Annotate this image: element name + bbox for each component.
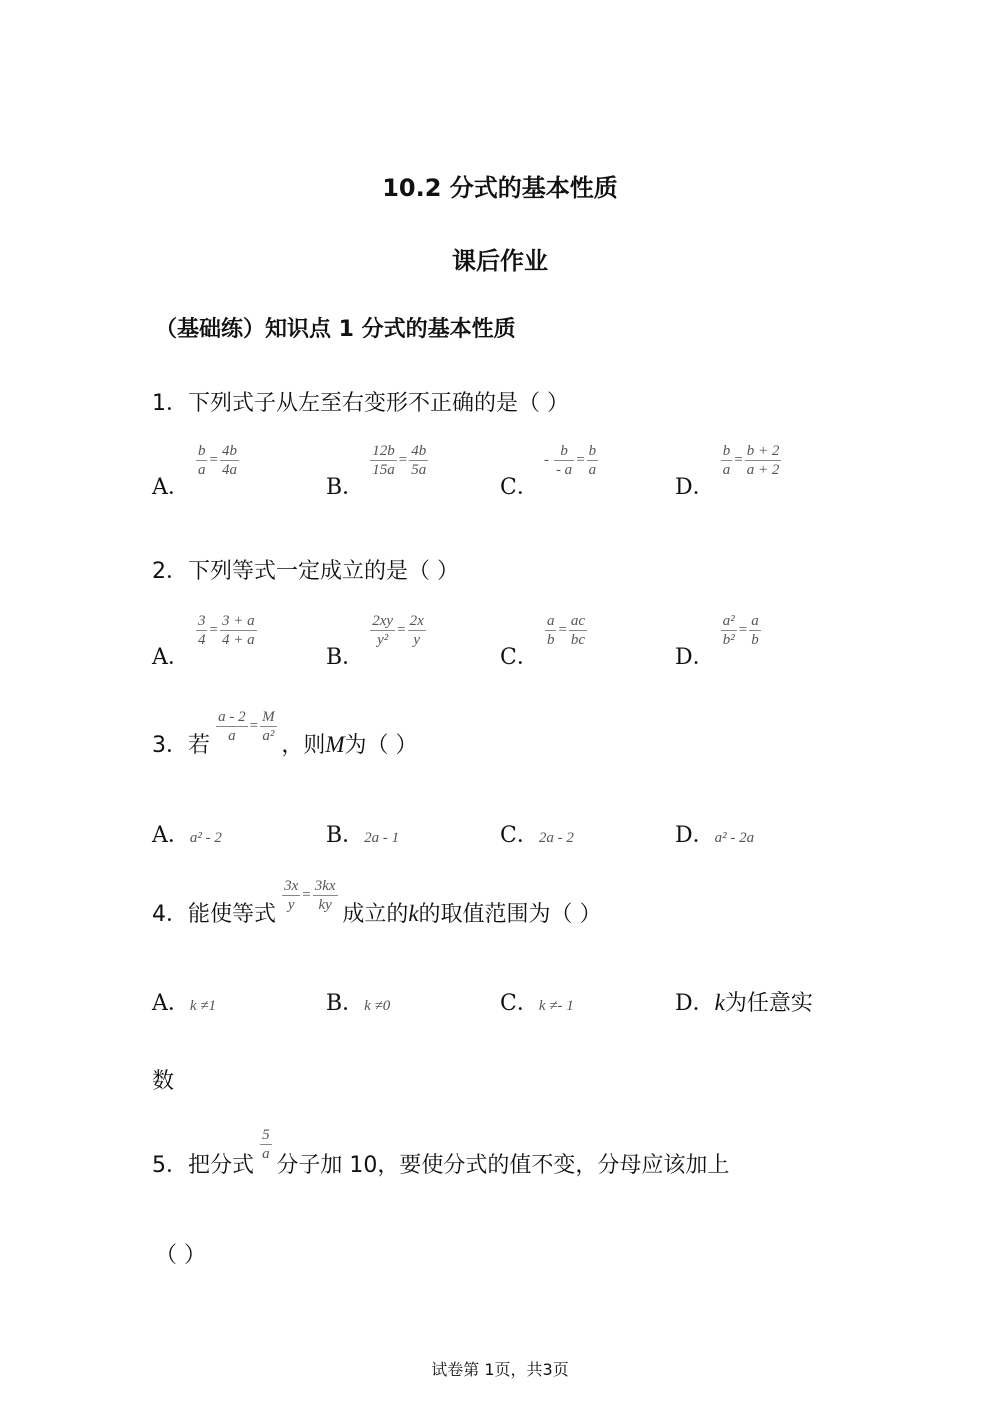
q4-option-b[interactable]: B．k ≠0 xyxy=(326,991,391,1016)
option-label: B． xyxy=(326,475,365,500)
question-2-stem: 2．下列等式一定成立的是（ ） xyxy=(152,559,459,584)
q2-option-b[interactable]: B． $\frac{2xy}{\text{y²}}$ = $\frac{2x}{y}$ xyxy=(326,613,424,670)
q2-option-a[interactable]: A． $\frac{3}{4}$ = $\frac{3 + a}{4 + a}$ xyxy=(152,613,255,670)
q3-option-d[interactable]: D．a² - 2a xyxy=(675,823,755,848)
q1-option-a[interactable]: A． $\frac{b}{a}$ = $\frac{4b}{4a}$ xyxy=(152,443,237,500)
option-label: A． xyxy=(152,645,190,670)
q3-option-c[interactable]: C．2a - 2 xyxy=(500,823,574,848)
question-5-stem: 5．把分式 $\frac{5}{a}$ 分子加 10，要使分式的值不变，分母应该加上 xyxy=(152,1127,730,1178)
option-label: C． xyxy=(500,475,539,500)
q4-option-d[interactable]: D．k为任意实 xyxy=(675,990,813,1016)
q1-option-b[interactable]: B． $\frac{12b}{15a}$ = $\frac{4b}{5a}$ xyxy=(326,443,427,500)
q1-option-c[interactable]: C． - $\frac{b}{- a}$ = $\frac{b}{a}$ xyxy=(500,443,597,500)
question-3-stem: 3．若 $\frac{a - 2}{a}$ = $\frac{M}{\text{a²}}$ ，则M为（ ） xyxy=(152,709,418,758)
page-subtitle: 课后作业 xyxy=(452,247,548,275)
option-label: C． xyxy=(500,645,539,670)
q4-option-c[interactable]: C．k ≠- 1 xyxy=(500,991,574,1016)
page-footer: 试卷第 1页，共3页 xyxy=(431,1360,569,1379)
q3-option-a[interactable]: A．a² - 2 xyxy=(152,823,222,848)
option-label: D． xyxy=(675,645,715,670)
q2-option-c[interactable]: C． $\frac{a}{b}$ = $\frac{ac}{bc}$ xyxy=(500,613,586,670)
q1-option-d[interactable]: D． $\frac{b}{a}$ = $\frac{b + 2}{a + 2}$ xyxy=(675,443,780,500)
section-heading: （基础练）知识点 1 分式的基本性质 xyxy=(155,317,516,342)
page-title: 10.2 分式的基本性质 xyxy=(382,174,618,202)
q4-option-d-wrap: 数 xyxy=(152,1069,175,1094)
option-label: D． xyxy=(675,475,715,500)
q4-option-a[interactable]: A．k ≠1 xyxy=(152,991,217,1016)
question-1-stem: 1．下列式子从左至右变形不正确的是（ ） xyxy=(152,391,569,416)
option-label: A． xyxy=(152,475,190,500)
option-label: B． xyxy=(326,645,365,670)
question-5-blank: （ ） xyxy=(155,1243,206,1268)
q2-option-d[interactable]: D． $\frac{\text{a²}}{\text{b²}}$ = $\frac{a}{b}$ xyxy=(675,613,759,670)
q3-option-b[interactable]: B．2a - 1 xyxy=(326,823,400,848)
question-4-stem: 4．能使等式 $\frac{3x}{y}$ = $\frac{3kx}{ky}$ 成立的k的取值范围为（ ） xyxy=(152,878,602,927)
